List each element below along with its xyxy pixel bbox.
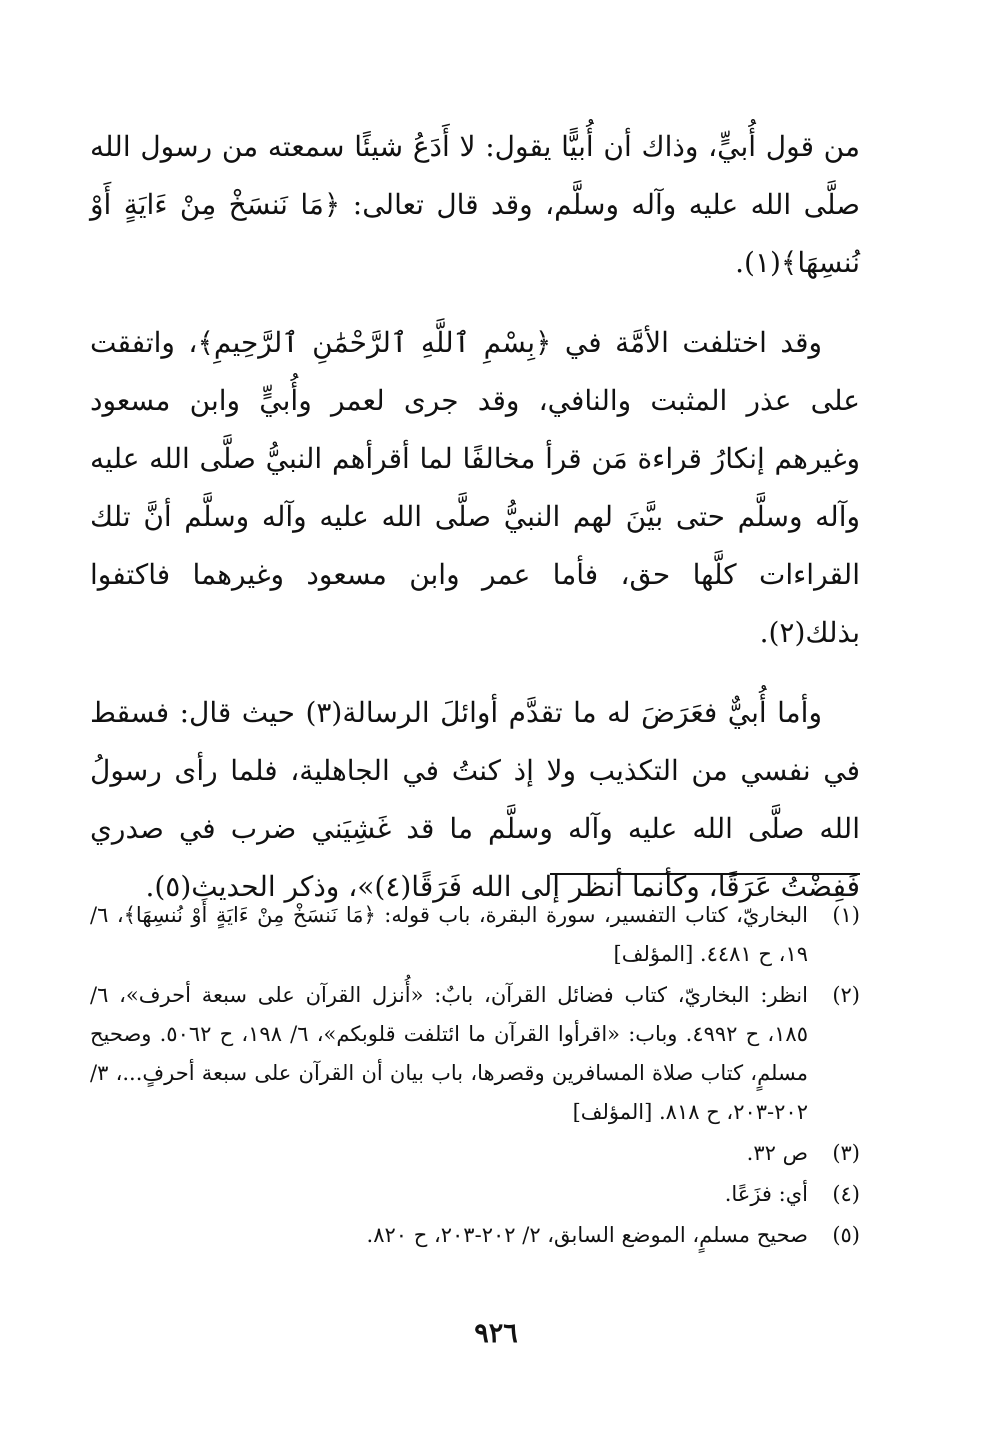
footnote-text: انظر: البخاريّ، كتاب فضائل القرآن، بابٌ: «أُنزل القرآن على سبعة أحرف»، ٦/ ١٨٥، ح ٤٩٩٢. وباب: «اقرأوا القرآن ما ائتلفت قلوبكم»، ٦/ ١٩٨، ح ٥٠٦٢. وصحيح مسلمٍ، كتاب صلاة المسافرين وقصرها، باب بيان أن القرآن على سبعة أحرفٍ...، ٣/ ٢٠٢-٢٠٣، ح ٨١٨. [المؤلف] — [90, 983, 808, 1124]
footnote-divider — [550, 873, 860, 875]
footnote-number: (٣) — [832, 1141, 860, 1165]
footnote-1 — [90, 896, 860, 974]
footnote-text: ص ٣٢. — [746, 1141, 808, 1165]
footnote-text: البخاريّ، كتاب التفسير، سورة البقرة، باب قوله: ﴿مَا نَنسَخْ مِنْ ءَايَةٍ أَوْ نُنسِهَا﴾، ٦/ ١٩، ح ٤٤٨١. [المؤلف] — [90, 903, 808, 966]
footnote-5 — [90, 1216, 860, 1255]
footnote-2 — [90, 976, 860, 1132]
footnote-number: (١) — [832, 903, 860, 927]
footnote-3 — [90, 1134, 860, 1173]
paragraph-3: وأما أُبيٌّ فعَرَضَ له ما تقدَّم أوائلَ الرسالة(٣) حيث قال: فسقط في نفسي من التكذيب ولا إذ كنتُ في الجاهلية، فلما رأى رسولُ الله صلَّى الله عليه وآله وسلَّم ما قد غَشِيَني ضرب في صدري فَفِضْتُ عَرَقًا، وكأنما أنظر إلى الله فَرَقًا(٤)»، وذكر الحديث(٥). — [90, 696, 861, 903]
footnote-4 — [90, 1175, 860, 1214]
footnote-text: صحيح مسلمٍ، الموضع السابق، ٢/ ٢٠٢-٢٠٣، ح ٨٢٠. — [366, 1223, 808, 1247]
footnote-number: (٤) — [832, 1182, 860, 1206]
footnote-text: أي: فزَعًا. — [724, 1182, 808, 1206]
page-body — [90, 118, 860, 1391]
page-number: ٩٢٦ — [474, 1318, 518, 1349]
footnote-number: (٢) — [832, 983, 860, 1007]
footnote-number: (٥) — [832, 1223, 860, 1247]
footnotes — [90, 896, 860, 1257]
paragraph-1: من قول أُبيٍّ، وذاك أن أُبيًّا يقول: لا أَدَعُ شيئًا سمعته من رسول الله صلَّى الله عليه وآله وسلَّم، وقد قال تعالى: ﴿مَا نَنسَخْ مِنْ ءَايَةٍ أَوْ نُنسِهَا﴾(١). — [90, 130, 860, 279]
paragraph-2: وقد اختلفت الأمَّة في ﴿بِسْمِ ٱللَّهِ ٱلرَّحْمَٰنِ ٱلرَّحِيمِ﴾، واتفقت على عذر المثبت والنافي، وقد جرى لعمر وأُبيٍّ وابن مسعود وغيرهم إنكارُ قراءة مَن قرأ مخالفًا لما أقرأهم النبيُّ صلَّى الله عليه وآله وسلَّم حتى بيَّنَ لهم النبيُّ صلَّى الله عليه وآله وسلَّم أنَّ تلك القراءات كلَّها حق، فأما عمر وابن مسعود وغيرهما فاكتفوا بذلك(٢). — [90, 326, 860, 649]
main-text — [90, 118, 860, 916]
